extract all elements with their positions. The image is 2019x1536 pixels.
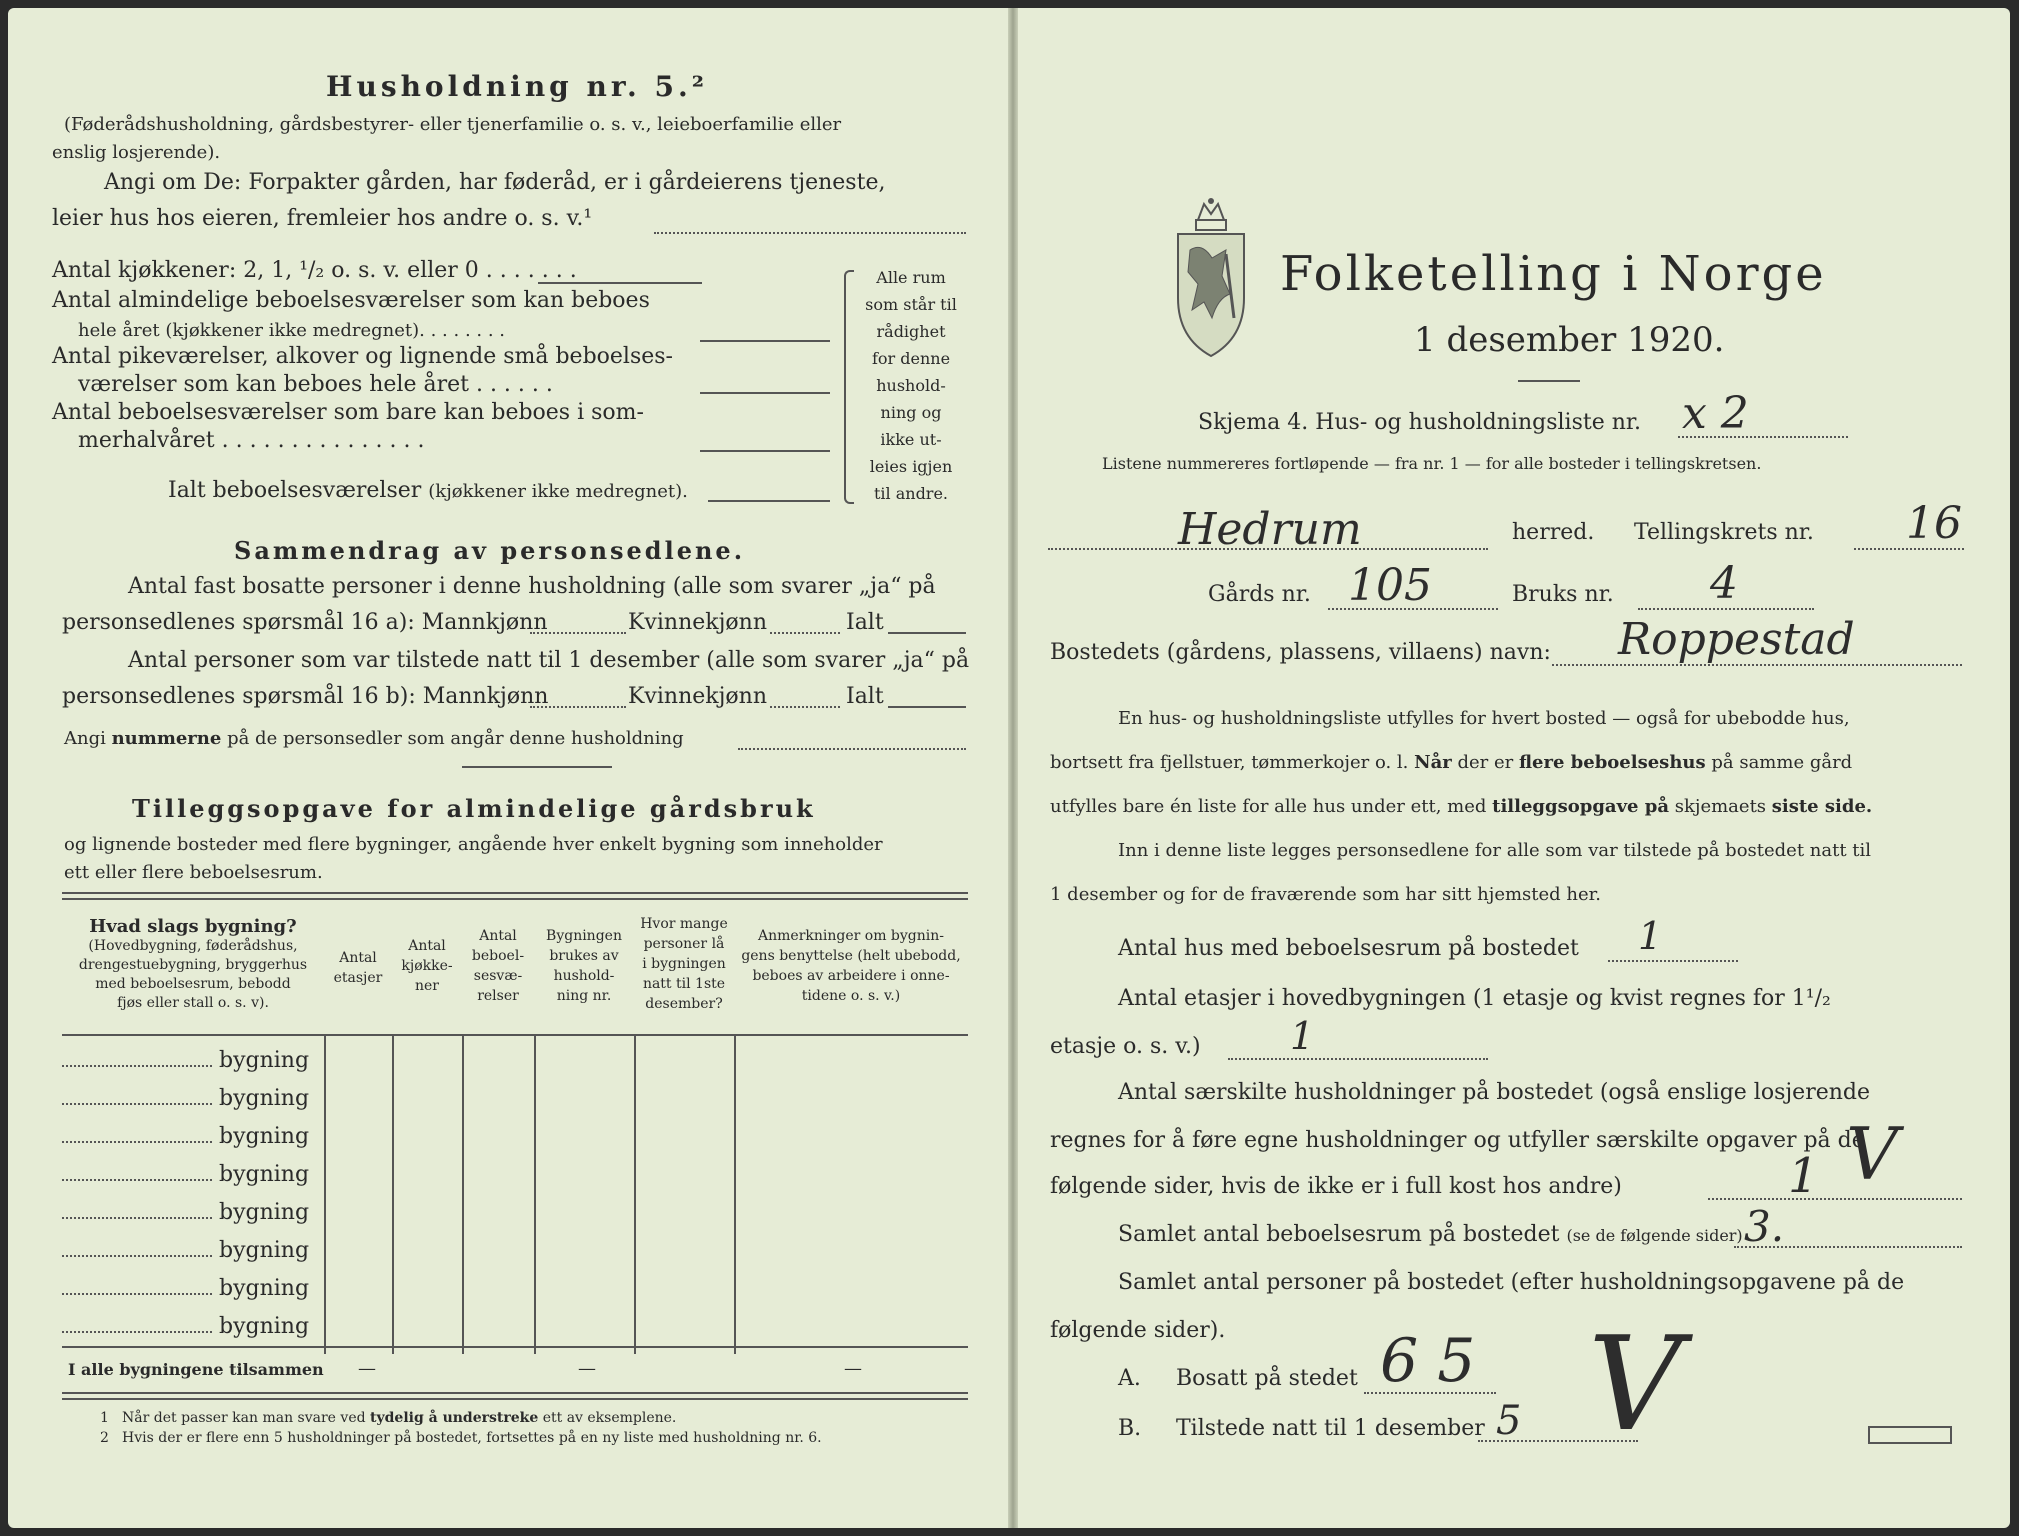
- krets-line: [1854, 548, 1964, 550]
- row-fill: [62, 1217, 212, 1219]
- qa-label: Bosatt på stedet: [1176, 1366, 1358, 1391]
- q4-text: Samlet antal beboelsesrum på bostedet: [1118, 1222, 1560, 1247]
- col-rooms: [462, 902, 534, 1034]
- h-line: personer lå: [643, 936, 725, 952]
- para1-line2: [1050, 752, 1852, 773]
- col-kitchens: [392, 902, 462, 1034]
- p1l3-b2: siste side.: [1771, 796, 1873, 817]
- bosted-label: Bostedets (gårdens, plassens, villaens) navn:: [1050, 640, 1551, 665]
- row-fill: [62, 1065, 212, 1067]
- h-line: kjøkke-: [401, 958, 453, 974]
- row-label: bygning: [219, 1200, 310, 1225]
- rooms-total-answer[interactable]: [708, 500, 830, 502]
- brace-note-line: som står til: [865, 295, 957, 314]
- h-line: relser: [477, 988, 519, 1004]
- col-line: [534, 1036, 536, 1354]
- table-row[interactable]: [62, 1086, 324, 1111]
- brace-note-line: Alle rum: [876, 268, 946, 287]
- q3-value[interactable]: 1: [1788, 1148, 1819, 1204]
- bruks-label: Bruks nr.: [1512, 582, 1614, 607]
- qa-value[interactable]: 6 5: [1380, 1326, 1476, 1396]
- h-line: Anmerkninger om bygnin-: [758, 928, 944, 944]
- sub-line: med beboelsesrum, bebodd: [95, 976, 291, 992]
- rooms-small-label-1: Antal pikeværelser, alkover og lignende små beboelses-: [52, 344, 673, 369]
- col-household: [534, 902, 634, 1034]
- brace-note-line: til andre.: [873, 484, 949, 503]
- table-bottom-rule: [62, 1392, 968, 1394]
- para2-line1: Inn i denne liste legges personsedlene for alle som var tilstede på bostedet natt til: [1118, 840, 1872, 861]
- h-line: natt til 1ste: [642, 976, 726, 992]
- total-floors-dash: —: [358, 1358, 376, 1379]
- numbers-bold: nummerne: [111, 728, 222, 749]
- row-label: bygning: [219, 1238, 310, 1263]
- sum2-female-answer[interactable]: [770, 706, 840, 708]
- table-top-rule: [62, 892, 968, 894]
- angi-answer-line[interactable]: [654, 232, 966, 234]
- numbers-answer[interactable]: [738, 748, 966, 750]
- sum1-female-answer[interactable]: [770, 632, 840, 634]
- h-line: Hvor mange: [640, 916, 728, 932]
- p1-b2: flere beboelseshus: [1518, 752, 1706, 773]
- footnote-1-bold: tydelig å understreke: [370, 1410, 539, 1426]
- total-household-dash: —: [578, 1358, 596, 1379]
- sum1-male-answer[interactable]: [530, 632, 626, 634]
- building-table: [62, 902, 968, 1034]
- h-line: desember?: [645, 996, 723, 1012]
- skjema-label: Skjema 4. Hus- og husholdningsliste nr.: [1198, 410, 1641, 435]
- row-fill: [62, 1179, 212, 1181]
- row-label: bygning: [219, 1162, 310, 1187]
- right-page: [1018, 8, 2010, 1528]
- q3-check-mark: V: [1846, 1112, 1898, 1196]
- tillegg-title: Tilleggsopgave for almindelige gårdsbruk: [132, 794, 816, 823]
- qa-line: [1364, 1392, 1496, 1394]
- numbers-pre: Angi: [64, 728, 112, 749]
- rooms-total-label: [168, 478, 688, 503]
- h-line: Antal: [479, 928, 517, 944]
- rooms-total-text: Ialt beboelsesværelser: [168, 478, 422, 503]
- summary-2-line2: personsedlenes spørsmål 16 b): Mannkjønn: [62, 684, 549, 709]
- q5-line2: følgende sider).: [1050, 1318, 1226, 1343]
- h-line: beboes av arbeidere i onne-: [752, 968, 950, 984]
- bosted-value[interactable]: Roppestad: [1618, 614, 1855, 665]
- row-label: bygning: [219, 1276, 310, 1301]
- sum2-total-answer[interactable]: [888, 706, 966, 708]
- table-row[interactable]: [62, 1314, 324, 1339]
- h-line: sesvæ-: [473, 968, 523, 984]
- q4-line: [1734, 1246, 1962, 1248]
- q1-value[interactable]: 1: [1638, 914, 1663, 958]
- footnote-2: Hvis der er flere enn 5 husholdninger på bostedet, fortsettes på en ny liste med husholdning nr. 6.: [122, 1430, 822, 1446]
- col-building-type: [62, 902, 324, 1034]
- divider: [462, 766, 612, 768]
- table-body: [62, 1036, 968, 1354]
- tillegg-line1: og lignende bosteder med flere bygninger, angående hver enkelt bygning som inneholder: [64, 834, 883, 855]
- gards-value[interactable]: 105: [1348, 560, 1432, 611]
- sub-line: fjøs eller stall o. s. v).: [117, 995, 269, 1011]
- para1-line3: [1050, 796, 1872, 817]
- table-row[interactable]: [62, 1276, 324, 1301]
- table-row[interactable]: [62, 1238, 324, 1263]
- p1-post: på samme gård: [1705, 752, 1853, 773]
- q3-line2: regnes for å føre egne husholdninger og utfyller særskilte opgaver på de: [1050, 1128, 1865, 1153]
- listene-note: Listene nummereres fortløpende — fra nr. 1 — for alle bosteder i tellingskretsen.: [1102, 454, 1762, 473]
- building-table-header: [62, 902, 968, 1034]
- brace-note-line: ikke ut-: [880, 430, 942, 449]
- h-line: ning nr.: [556, 988, 612, 1004]
- skjema-value[interactable]: x 2: [1682, 388, 1749, 439]
- col-floors: [324, 902, 392, 1034]
- printer-stamp: [1868, 1426, 1952, 1444]
- footnote-1: [122, 1410, 676, 1426]
- brace-note: [856, 264, 966, 507]
- sum2-female-label: Kvinnekjønn: [628, 684, 767, 709]
- gards-label: Gårds nr.: [1208, 582, 1311, 607]
- table-total-label: I alle bygningene tilsammen: [68, 1360, 324, 1379]
- h-line: Bygningen: [546, 928, 622, 944]
- table-bottom-rule-2: [62, 1398, 968, 1400]
- h-line: tidene o. s. v.): [801, 988, 901, 1004]
- herred-value[interactable]: Hedrum: [1178, 504, 1362, 555]
- col-line: [634, 1036, 636, 1354]
- q2-line2: etasje o. s. v.): [1050, 1034, 1201, 1059]
- h-line: etasjer: [333, 970, 383, 986]
- rooms-ordinary-label-2: hele året (kjøkkener ikke medregnet). . . . . . . .: [78, 320, 505, 341]
- total-check-mark: V: [1588, 1308, 1682, 1460]
- kitchens-label: Antal kjøkkener: 2, 1, ¹/₂ o. s. v. eller 0 . . . . . . .: [52, 258, 577, 283]
- row-label: bygning: [219, 1048, 310, 1073]
- rooms-summer-label-2: merhalvåret . . . . . . . . . . . . . . .: [78, 428, 425, 453]
- col-line: [392, 1036, 394, 1354]
- household-subtitle-line1: (Føderådshusholdning, gårdsbestyrer- eller tjenerfamilie o. s. v., leieboerfamilie eller: [64, 114, 842, 135]
- q3-line1: Antal særskilte husholdninger på bostedet (også enslige losjerende: [1118, 1080, 1871, 1105]
- table-total-rule: [62, 1346, 968, 1348]
- q5-line1: Samlet antal personer på bostedet (efter husholdningsopgavene på de: [1118, 1270, 1905, 1295]
- sum1-total-label: Ialt: [846, 610, 884, 635]
- rooms-ordinary-label-1: Antal almindelige beboelsesværelser som kan beboes: [52, 288, 650, 313]
- qb-letter: B.: [1118, 1416, 1142, 1441]
- brace-note-line: rådighet: [876, 322, 946, 341]
- h-line: i bygningen: [642, 956, 726, 972]
- h-line: gens benyttelse (helt ubebodd,: [741, 948, 961, 964]
- p1-mid: der er: [1451, 752, 1519, 773]
- krets-value[interactable]: 16: [1906, 498, 1962, 549]
- col-building-type-title: Hvad slags bygning?: [89, 916, 297, 937]
- row-label: bygning: [219, 1086, 310, 1111]
- bruks-value[interactable]: 4: [1710, 558, 1738, 609]
- h-line: ner: [415, 978, 439, 994]
- rooms-total-note: (kjøkkener ikke medregnet).: [428, 481, 688, 502]
- p1-pre: bortsett fra fjellstuer, tømmerkojer o. l.: [1050, 752, 1415, 773]
- coat-of-arms-icon: [1168, 198, 1254, 368]
- q4-value[interactable]: 3.: [1744, 1202, 1785, 1251]
- household-title: Husholdning nr. 5.²: [326, 70, 709, 103]
- household-subtitle-line2: enslig losjerende).: [52, 142, 221, 163]
- angi-line1: Angi om De: Forpakter gården, har føderåd, er i gårdeierens tjeneste,: [104, 170, 886, 195]
- rooms-summer-label-1: Antal beboelsesværelser som bare kan beboes i som-: [52, 400, 644, 425]
- para2-line2: 1 desember og for de fraværende som har sitt hjemsted her.: [1050, 884, 1601, 905]
- rooms-brace: [844, 270, 854, 504]
- sum2-total-label: Ialt: [846, 684, 884, 709]
- left-page: [8, 8, 1008, 1528]
- h-line: Antal: [339, 950, 377, 966]
- footnote-1-pre: Når det passer kan man svare ved: [122, 1410, 371, 1426]
- p1l3-b1: tilleggsopgave på: [1492, 796, 1670, 817]
- h-line: brukes av: [549, 948, 619, 964]
- row-fill: [62, 1255, 212, 1257]
- herred-line: [1048, 548, 1488, 550]
- col-line: [324, 1036, 326, 1354]
- sum1-female-label: Kvinnekjønn: [628, 610, 767, 635]
- cover-title: Folketelling i Norge: [1280, 246, 1827, 302]
- table-row[interactable]: [62, 1048, 324, 1073]
- table-row[interactable]: [62, 1124, 324, 1149]
- cover-divider: [1518, 380, 1580, 382]
- bosted-line: [1552, 664, 1962, 666]
- brace-note-line: for denne: [871, 349, 951, 368]
- qb-value[interactable]: 5: [1496, 1398, 1522, 1444]
- col-line: [734, 1036, 736, 1354]
- p1l3-mid: skjemaets: [1669, 796, 1772, 817]
- herred-label: herred.: [1512, 520, 1595, 545]
- summary-1-line2: personsedlenes spørsmål 16 a): Mannkjønn: [62, 610, 548, 635]
- row-fill: [62, 1141, 212, 1143]
- rooms-ordinary-answer[interactable]: [700, 340, 830, 342]
- q3-line: [1708, 1198, 1962, 1200]
- census-sheet: [8, 8, 2010, 1528]
- brace-note-line: hushold-: [876, 376, 946, 395]
- q4-note: (se de følgende sider): [1566, 1226, 1743, 1245]
- cover-date: 1 desember 1920.: [1414, 320, 1725, 360]
- h-line: hushold-: [553, 968, 615, 984]
- q2-value[interactable]: 1: [1290, 1014, 1315, 1058]
- qa-letter: A.: [1118, 1366, 1141, 1391]
- table-row[interactable]: [62, 1162, 324, 1187]
- col-remarks: [734, 902, 968, 1034]
- h-line: Antal: [408, 938, 446, 954]
- row-label: bygning: [219, 1314, 310, 1339]
- h-line: beboel-: [471, 948, 525, 964]
- rooms-small-label-2: værelser som kan beboes hele året . . . . . .: [78, 372, 553, 397]
- row-label: bygning: [219, 1124, 310, 1149]
- q2-line1: Antal etasjer i hovedbygningen (1 etasje og kvist regnes for 1¹/₂: [1118, 986, 1831, 1011]
- row-fill: [62, 1293, 212, 1295]
- brace-note-line: leies igjen: [869, 457, 953, 476]
- footnote-num-2: 2: [100, 1430, 109, 1446]
- summary-title: Sammendrag av personsedlene.: [234, 536, 746, 565]
- footnote-1-post: ett av eksemplene.: [538, 1410, 677, 1426]
- angi-line2: leier hus hos eieren, fremleier hos andre o. s. v.¹: [52, 206, 593, 231]
- row-fill: [62, 1331, 212, 1333]
- brace-note-line: ning og: [880, 403, 942, 422]
- sub-line: drengestuebygning, bryggerhus: [78, 957, 308, 973]
- summary-1-line1: Antal fast bosatte personer i denne husholdning (alle som svarer „ja“ på: [128, 574, 936, 599]
- col-persons: [634, 902, 734, 1034]
- q1-label: Antal hus med beboelsesrum på bostedet: [1118, 936, 1579, 961]
- p1-b1: Når: [1414, 752, 1452, 773]
- sub-line: (Hovedbygning, føderådshus,: [88, 938, 298, 954]
- table-top-rule-2: [62, 898, 968, 900]
- gards-line: [1328, 608, 1498, 610]
- skjema-answer-line: [1678, 436, 1848, 438]
- numbers-label: [64, 728, 684, 749]
- summary-2-line1: Antal personer som var tilstede natt til 1 desember (alle som svarer „ja“ på: [128, 648, 970, 673]
- q3-line3: følgende sider, hvis de ikke er i full kost hos andre): [1050, 1174, 1622, 1199]
- table-row[interactable]: [62, 1200, 324, 1225]
- col-building-type-sub: [62, 937, 324, 1013]
- sum1-total-answer[interactable]: [888, 632, 966, 634]
- row-fill: [62, 1103, 212, 1105]
- q2-line: [1228, 1058, 1488, 1060]
- footnote-num-1: 1: [100, 1410, 109, 1426]
- q4-label: [1118, 1222, 1743, 1247]
- rooms-small-answer[interactable]: [700, 392, 830, 394]
- numbers-post: på de personsedler som angår denne husholdning: [221, 728, 684, 749]
- p1l3-pre: utfylles bare én liste for alle hus under ett, med: [1050, 796, 1493, 817]
- krets-label: Tellingskrets nr.: [1634, 520, 1814, 545]
- rooms-summer-answer[interactable]: [700, 450, 830, 452]
- tillegg-line2: ett eller flere beboelsesrum.: [64, 862, 323, 883]
- q1-line: [1608, 960, 1738, 962]
- para1-line1: En hus- og husholdningsliste utfylles for hvert bosted — også for ubebodde hus,: [1118, 708, 1850, 729]
- sum2-male-answer[interactable]: [530, 706, 626, 708]
- qb-label: Tilstede natt til 1 desember: [1176, 1416, 1485, 1441]
- total-remarks-dash: —: [844, 1358, 862, 1379]
- kitchens-answer[interactable]: [538, 282, 702, 284]
- page-fold: [1008, 8, 1018, 1528]
- bruks-line: [1638, 608, 1814, 610]
- col-line: [462, 1036, 464, 1354]
